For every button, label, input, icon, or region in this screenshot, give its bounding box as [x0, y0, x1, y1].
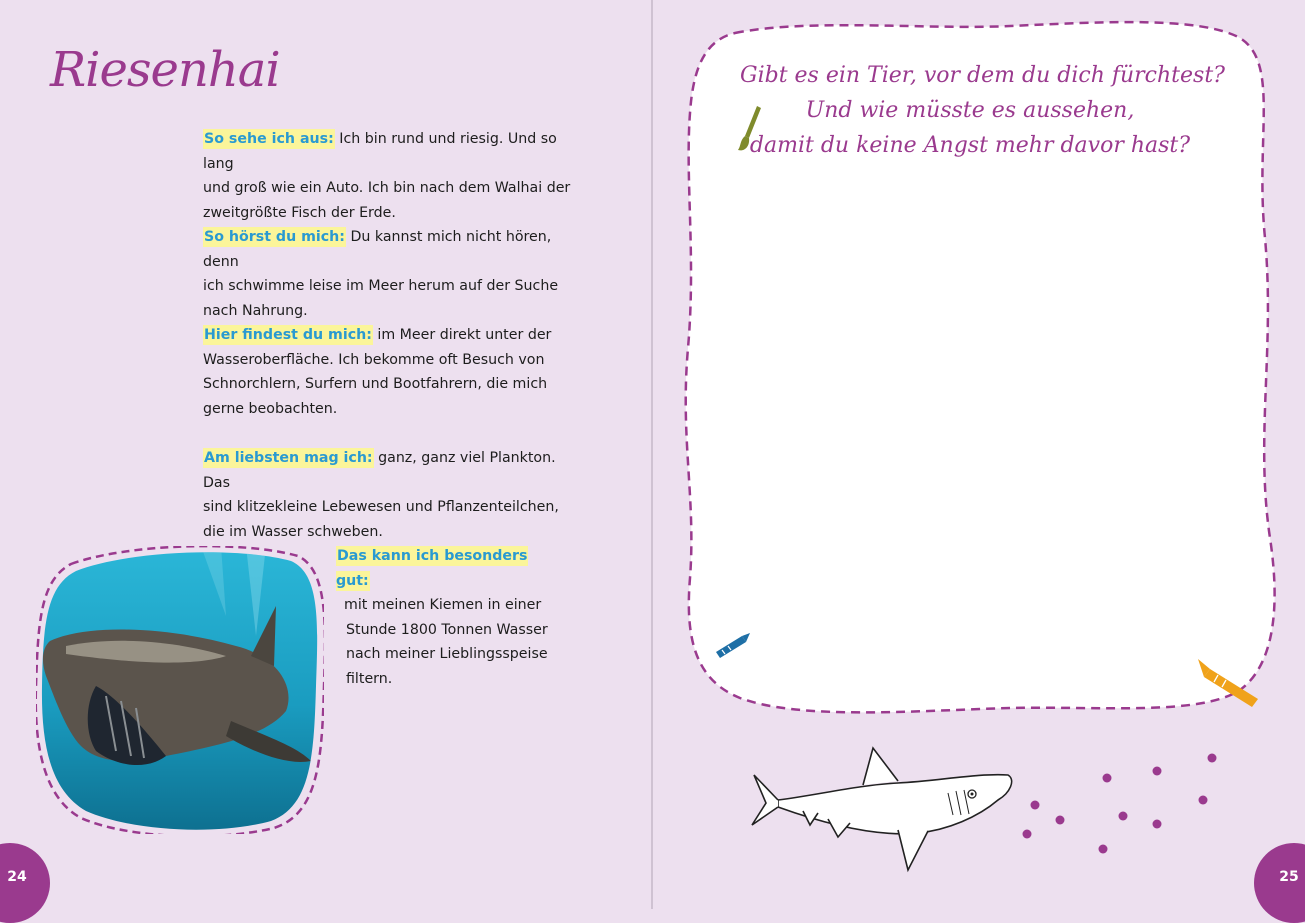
- paintbrush-icon: [735, 104, 765, 154]
- section-food: [203, 446, 573, 544]
- section-text-line: Ich bin rund und riesig. Und so lang: [203, 131, 557, 172]
- prompt-line: Und wie müsste es aussehen,: [805, 98, 1135, 123]
- section-text-line: mit meinen Kiemen in einer: [344, 597, 542, 613]
- section-text-line: die im Wasser schweben.: [203, 523, 383, 540]
- section-text-line: nach meiner Lieblingsspeise: [346, 646, 548, 662]
- left-page: [0, 0, 651, 909]
- section-text-line: sind klitzekleine Lebewesen und Pflanzenteilchen,: [203, 499, 559, 515]
- prompt-line: damit du keine Angst mehr davor hast?: [749, 133, 1191, 158]
- section-text-line: und groß wie ein Auto. Ich bin nach dem Walhai der: [203, 180, 571, 196]
- crayon-orange-icon: [1196, 655, 1266, 710]
- section-label: Am liebsten mag ich:: [204, 450, 373, 466]
- bubble-dots: [1015, 750, 1225, 860]
- section-text-line: ich schwimme leise im Meer herum auf der Suche: [203, 278, 559, 294]
- section-sound: [203, 225, 573, 323]
- section-text-line: im Meer direkt unter der: [372, 327, 552, 343]
- section-label: Hier findest du mich:: [204, 327, 372, 343]
- book-spine: [651, 0, 653, 909]
- section-text-line: Du kannst mich nicht hören, denn: [203, 229, 552, 270]
- crayon-blue-icon: [712, 630, 752, 660]
- drawing-prompt: [740, 58, 1225, 163]
- section-text-line: zweitgrößte Fisch der Erde.: [203, 204, 396, 221]
- section-text-line: Stunde 1800 Tonnen Wasser: [346, 621, 548, 638]
- section-habitat: [203, 323, 573, 421]
- shark-outline-icon: [748, 745, 1018, 875]
- section-skills: [336, 544, 566, 691]
- section-text-line: Wasseroberfläche. Ich bekomme oft Besuch von: [203, 351, 545, 368]
- section-text-line: filtern.: [346, 670, 393, 687]
- section-label: So hörst du mich:: [204, 229, 345, 245]
- shark-photo: [36, 546, 324, 834]
- section-text-line: nach Nahrung.: [203, 302, 308, 319]
- page-number-left: 24: [0, 843, 50, 923]
- section-text-line: ganz, ganz viel Plankton. Das: [203, 450, 556, 491]
- section-label: Das kann ich besonders gut:: [336, 548, 528, 589]
- section-text-line: Schnorchlern, Surfern und Bootfahrern, die mich: [203, 376, 548, 392]
- section-appearance: [203, 127, 573, 225]
- section-text-line: gerne beobachten.: [203, 400, 338, 417]
- page-number-right: 25: [1254, 843, 1305, 923]
- section-label: So sehe ich aus:: [204, 131, 334, 147]
- page-title: Riesenhai: [50, 42, 280, 98]
- prompt-line: Gibt es ein Tier, vor dem du dich fürchtest?: [740, 63, 1225, 88]
